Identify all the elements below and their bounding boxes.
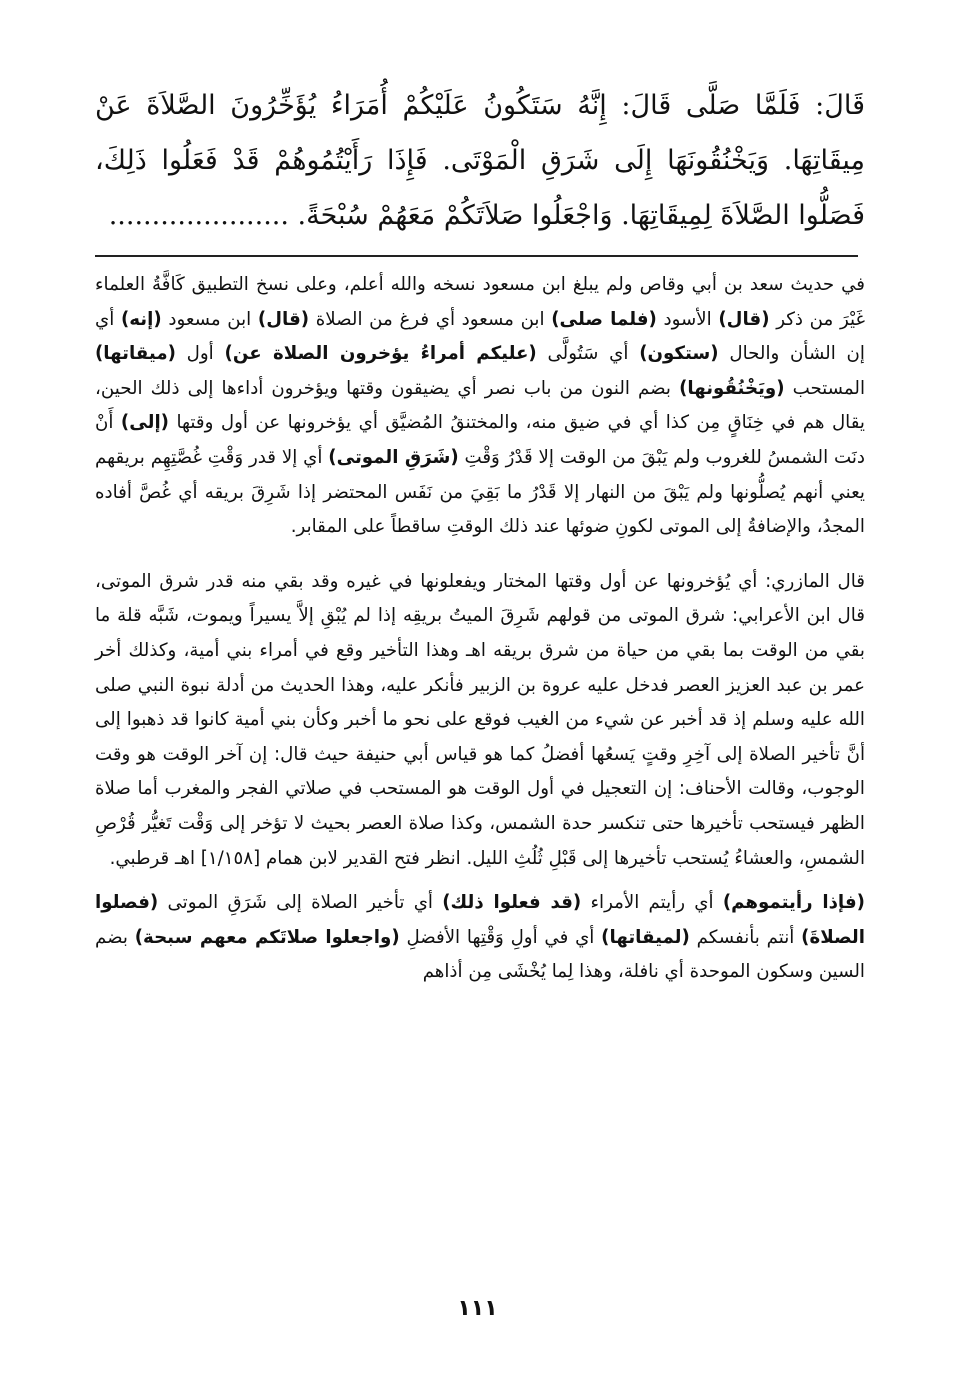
bold-lemma: (شَرَقِ الموتى): [328, 446, 459, 468]
commentary-text: بضم السين وسكون الموحدة أي نافلة، وهذا لِما يُخْشَى مِن أذاهم: [95, 926, 865, 983]
bold-lemma: (إلى): [120, 412, 169, 434]
bold-lemma: (فإذا رأيتموهم): [722, 892, 865, 914]
hadith-text: قَالَ: فَلَمَّا صَلَّى قَالَ: إِنَّهُ سَتَكُونُ عَلَيْكُمْ أُمَرَاءُ يُؤَخِّرُونَ الصَّلاَةَ عَنْ مِيقَاتِهَا. وَيَخْنُقُونَهَا إِلَى شَرَقِ الْمَوْتَى. فَإِذَا رَأَيْتُمُوهُمْ قَدْ فَعَلُوا ذَلِكَ، فَصَلُّوا الصَّلاَةَ لِمِيقَاتِهَا. وَاجْعَلُوا صَلاَتَكُمْ مَعَهُمْ سُبْحَةً. .....................: [95, 90, 865, 231]
commentary-block: [95, 268, 865, 990]
commentary-text: ابن مسعود أي فرغ من الصلاة: [309, 308, 552, 330]
commentary-paragraph-2: قال المازري: أي يُؤخرونها عن أول وقتها المختار ويفعلونها في غيره وقد بقي منه قدر شرق الموتى، قال ابن الأعرابي: شرق الموتى من قولهم شَرِقَ الميتُ بريقِه إذا لم يُبْقِ إلاَّ يسيراً ويموت، شَبَّه قلة ما بقي من الوقت بما بقي من حياة من شرق بريقه اهـ وهذا التأخير وقع في أمراء بني أمية، وكذلك أخر عمر بن عبد العزيز العصر فدخل عليه عروة بن الزبير فأنكر عليه، وهذا الحديث من أدلة نبوة النبي صلى الله عليه وسلم إذ قد أخبر عن شيء من الغيب فوقع على نحو ما أخبر وكأن بني أمية كانوا قد ذهبوا إلى أنَّ تأخير الصلاة إلى آخِرِ وقتٍ يَسعُها أفضلُ كما هو قياس أبي حنيفة حيث قال: إن آخر الوقت هو وقت الوجوب، وقالت الأحناف: إن التعجيل في أول الوقت هو المستحب في صلاتي الفجر والمغرب أما صلاة الظهر فيستحب تأخيرها حتى تنكسر حدة الشمس، وكذا صلاة العصر بحيث لا تؤخر إلى وَقْت تَغيُّر قُرْصِ الشمسِ، والعشاءُ يُستحب تأخيرها إلى قَبْلِ ثُلُثِ الليل. انظر فتح القدير لابن همام [١/١٥٨] اهـ قرطبي.: [95, 570, 865, 869]
commentary-paragraph-1: [95, 268, 865, 545]
page-number: ١١١: [457, 1296, 498, 1321]
commentary-text: أَنْ دنَت الشمسُ للغروب ولم يَبْقَ من الوقت إلا قَدْرُ وَقْتِ: [95, 412, 865, 468]
commentary-text: أي تأخير الصلاة إلى شَرَقِ الموتى: [158, 892, 443, 914]
commentary-text: الأسود: [656, 308, 719, 330]
bold-lemma: (ستكون): [639, 343, 719, 365]
commentary-text: المستحب: [784, 377, 866, 399]
commentary-text: أي في أولِ وَقْتِها الأفضلِ: [399, 926, 602, 948]
bold-lemma: (إنه): [120, 308, 162, 330]
bold-lemma: (قال): [718, 308, 770, 330]
commentary-text: أي سَتُولَّى: [536, 343, 640, 365]
bold-lemma: (ميقاتها): [95, 343, 176, 365]
commentary-text: ابن مسعود: [161, 308, 258, 330]
commentary-text: أي رأيتم الأمراء: [581, 892, 723, 914]
bold-lemma: (قد فعلوا ذلك): [442, 892, 582, 914]
commentary-text: أول: [175, 343, 225, 365]
commentary-text: في حديث سعد بن أبي وقاص ولم يبلغ ابن مسعود نسخه والله أعلم، وعلى نسخ التطبيق كَافَّةُ العلماء غَيْرَ من ذكر: [95, 274, 865, 330]
commentary-paragraph-3: [95, 886, 865, 990]
bold-lemma: (لميقاتها): [601, 926, 690, 948]
commentary-text: بضم النون من باب نصر أي يضيقون وقتها ويؤخرون أداءها إلى ذلك الحين، يقال هم في خِنَاقٍ مِن كذا أي في ضيق منه، والمختنقُ المُضيَّق أي يؤخرونها عن أول وقتها: [95, 377, 865, 434]
commentary-text: أي إلا قدر وَقْتِ غُصَّتِهِم بريقهم يعني أنهم يُصلُّونها ولم يَبْقَ من النهار إلا قَدْرُ ما بَقِيَ من نَفَس المحتضر إذا شَرِقَ بريقه أي غُصَّ أفاده المجدُ، والإضافةُ إلى الموتى لكونِ ضوئها عند ذلك الوقتِ ساقطاً على المقابر.: [95, 446, 865, 538]
bold-lemma: (فلما صلى): [551, 308, 657, 330]
commentary-text: أنتم بأنفسكم: [689, 926, 802, 948]
bold-lemma: (عليكم أمراءُ يؤخرون الصلاة عن): [224, 343, 537, 365]
bold-lemma: (قال): [257, 308, 310, 330]
bold-lemma: (فصلوا الصلاةَ): [95, 892, 865, 948]
bold-lemma: (واجعلوا صلاتَكم معهم سبحة): [134, 926, 400, 948]
commentary-text: أي إن الشأن والحال: [95, 308, 865, 365]
footnote-divider: [95, 255, 858, 257]
bold-lemma: (ويَخْنُقُونها): [679, 377, 785, 399]
